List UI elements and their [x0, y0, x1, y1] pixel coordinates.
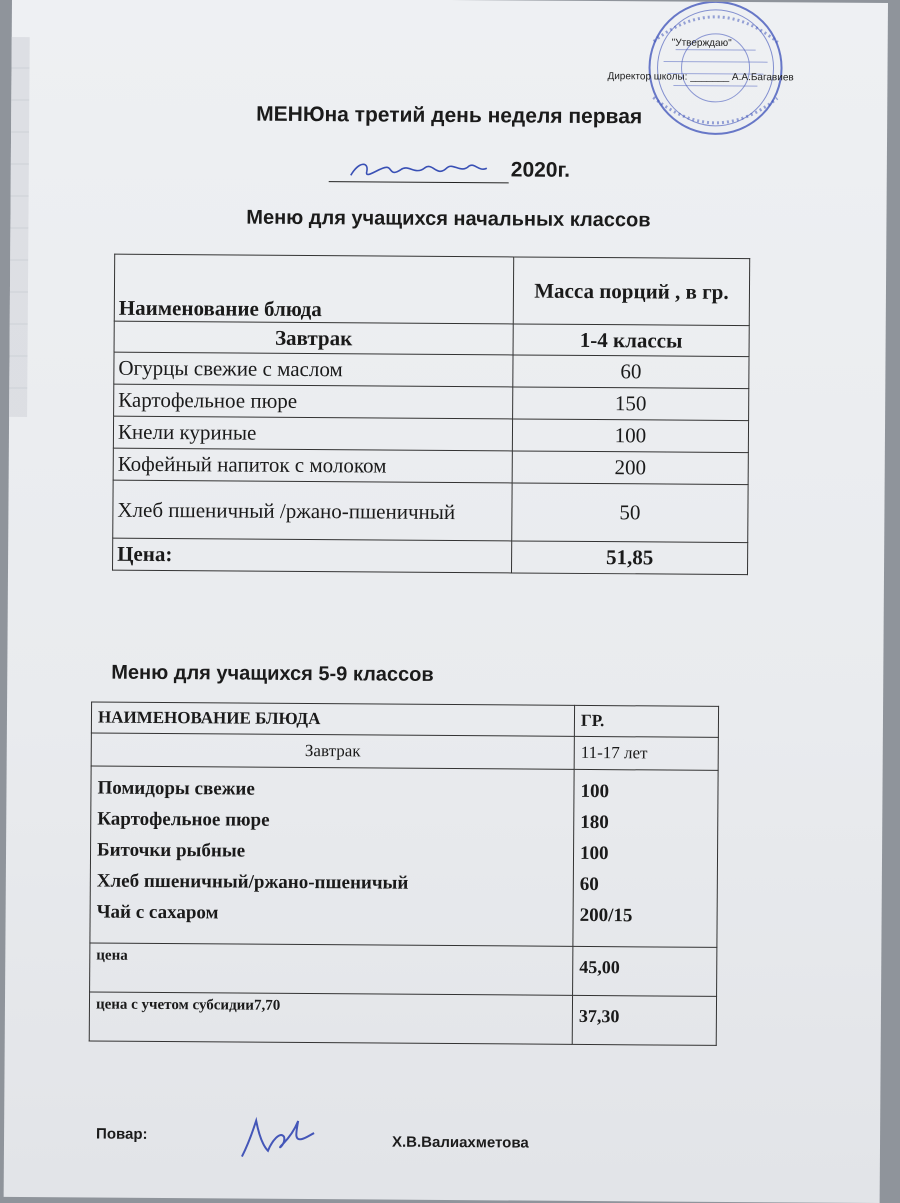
handwritten-date-scribble	[329, 155, 509, 184]
subsidy-price-value: 37,30	[572, 995, 716, 1045]
grades-label: 1-4 классы	[513, 324, 749, 357]
column-header-dish: НАИМЕНОВАНИЕ БЛЮДА	[91, 702, 574, 736]
table-row	[114, 352, 749, 388]
section-title-secondary: Меню для учащихся 5-9 классов	[111, 661, 434, 686]
dish-mass: 100	[512, 419, 748, 453]
column-header-mass: Масса порций , в гр.	[513, 257, 749, 326]
menu-sheet	[4, 0, 888, 1203]
cook-name: Х.В.Валиахметова	[391, 1133, 529, 1152]
meal-section-label: Завтрак	[91, 733, 574, 769]
list-item: Хлеб пшеничный/ржано-пшеничый	[96, 870, 409, 894]
list-item: 200/15	[579, 904, 633, 927]
column-header-dish: Наименование блюда	[114, 254, 513, 324]
list-item: Биточки рыбные	[96, 839, 246, 862]
price-label: Цена:	[113, 538, 512, 573]
list-item: Картофельное пюре	[97, 808, 270, 831]
dish-name: Кнели куриные	[113, 416, 512, 451]
dish-name: Хлеб пшеничный /ржано-пшеничный	[113, 480, 512, 541]
page-title: МЕНЮна третий день неделя первая	[256, 102, 643, 129]
price-value: 45,00	[573, 946, 717, 996]
date-handwritten-field	[329, 155, 509, 183]
dish-mass: 150	[513, 387, 749, 421]
list-item: Помидоры свежие	[97, 777, 255, 800]
meal-section-label: Завтрак	[114, 321, 513, 355]
column-header-grams: ГР.	[574, 705, 718, 737]
age-label: 11-17 лет	[574, 736, 718, 770]
table-row	[114, 384, 749, 420]
date-year: 2020г.	[510, 158, 571, 182]
director-line: Директор школы: _______ А.А.Багавиев	[607, 71, 794, 84]
dish-name: Огурцы свежие с маслом	[114, 352, 513, 387]
dish-list	[90, 766, 574, 946]
dish-mass: 200	[512, 451, 748, 485]
cook-signature	[232, 1101, 322, 1172]
approval-label: "Утверждаю"	[671, 37, 732, 49]
list-item: 100	[580, 780, 610, 803]
subsidy-price-label: цена с учетом субсидии7,70	[89, 992, 572, 1044]
cook-label: Повар:	[96, 1125, 148, 1143]
list-item: 100	[579, 842, 609, 865]
dish-mass: 60	[513, 355, 749, 389]
dish-mass: 50	[512, 483, 748, 543]
price-label: цена	[90, 943, 573, 995]
grams-list	[573, 769, 718, 947]
table-row	[113, 448, 748, 484]
table-row	[113, 416, 748, 452]
dish-name: Картофельное пюре	[114, 384, 513, 419]
primary-menu-table	[112, 254, 750, 575]
table-row	[113, 480, 748, 542]
list-item: 180	[580, 811, 609, 834]
section-title-primary: Меню для учащихся начальных классов	[246, 206, 651, 232]
list-item: Чай с сахаром	[96, 901, 219, 924]
secondary-menu-table	[89, 702, 719, 1046]
price-value: 51,85	[512, 541, 748, 575]
dish-name: Кофейный напиток с молоком	[113, 448, 512, 483]
list-item: 60	[579, 873, 599, 896]
